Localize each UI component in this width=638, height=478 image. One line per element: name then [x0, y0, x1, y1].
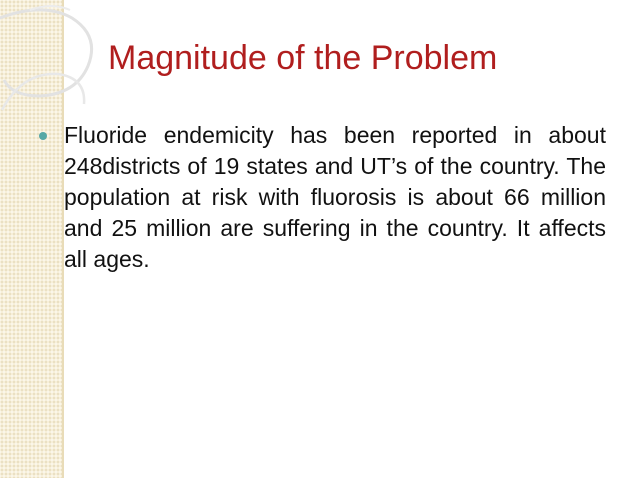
bullet-list	[36, 120, 606, 275]
bullet-text: Fluoride endemicity has been reported in about 248districts of 19 states and UT’s of the country. The population at risk with fluorosis is about 66 million and 25 million are suffering in the country. It affects all ages.	[64, 122, 606, 272]
bullet-dot-icon	[39, 132, 47, 140]
bullet-item	[36, 120, 606, 275]
slide-title: Magnitude of the Problem	[108, 39, 498, 77]
